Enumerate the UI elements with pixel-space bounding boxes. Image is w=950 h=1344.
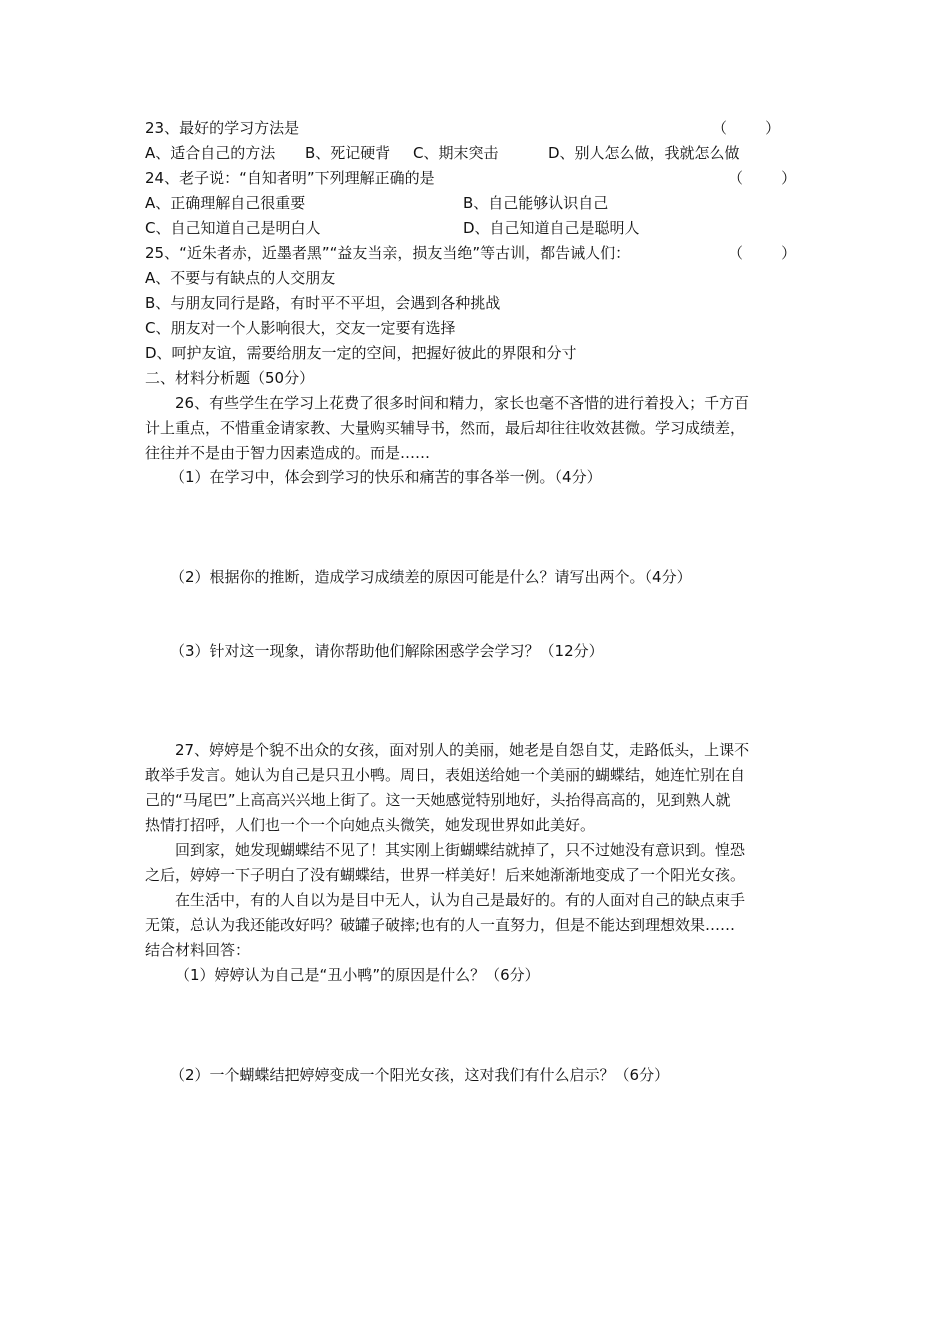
q27-subquestion-1: （1）婷婷认为自己是“丑小鸭”的原因是什么？（6分） (175, 966, 540, 984)
q26-material-line-1: 26、有些学生在学习上花费了很多时间和精力，家长也毫不吝惜的进行着投入；千方百 (175, 394, 750, 412)
q24-option-b: B、自己能够认识自己 (463, 194, 609, 212)
q24-option-c: C、自己知道自己是明白人 (145, 219, 321, 237)
q25-stem: 25、“近朱者赤，近墨者黑”“益友当亲，损友当绝”等古训，都告诫人们： (145, 244, 631, 262)
q25-option-c: C、朋友对一个人影响很大，交友一定要有选择 (145, 319, 456, 337)
q27-prompt: 结合材料回答： (145, 941, 251, 959)
q23-option-c: C、期末突击 (413, 144, 499, 162)
q25-answer-paren: （ ） (728, 244, 797, 262)
q23-option-d: D、别人怎么做，我就怎么做 (548, 144, 740, 162)
q27-material-p1-line-3: 己的“马尾巴”上高高兴兴地上街了。这一天她感觉特别地好，头抬得高高的，见到熟人就 (145, 791, 731, 809)
q26-subquestion-3: （3）针对这一现象，请你帮助他们解除困惑学会学习？（12分） (170, 642, 604, 660)
q27-material-p1-line-4: 热情打招呼，人们也一个一个向她点头微笑，她发现世界如此美好。 (145, 816, 596, 834)
q25-option-b: B、与朋友同行是路，有时平不平坦，会遇到各种挑战 (145, 294, 501, 312)
q25-option-d: D、呵护友谊，需要给朋友一定的空间，把握好彼此的界限和分寸 (145, 344, 577, 362)
q27-material-p1-line-1: 27、婷婷是个貌不出众的女孩，面对别人的美丽，她老是自怨自艾，走路低头，上课不 (175, 741, 750, 759)
q26-material-line-2: 计上重点，不惜重金请家教、大量购买辅导书，然而，最后却往往收效甚微。学习成绩差， (145, 419, 746, 437)
q27-material-p3-line-2: 无策，总认为我还能改好吗？破罐子破摔;也有的人一直努力，但是不能达到理想效果…… (145, 916, 736, 934)
q23-option-b: B、死记硬背 (305, 144, 391, 162)
q26-subquestion-1: （1）在学习中，体会到学习的快乐和痛苦的事各举一例。（4分） (170, 468, 602, 486)
q25-option-a: A、不要与有缺点的人交朋友 (145, 269, 336, 287)
q23-option-a: A、适合自己的方法 (145, 144, 276, 162)
q27-material-p2-line-1: 回到家，她发现蝴蝶结不见了！其实刚上街蝴蝶结就掉了，只不过她没有意识到。惶恐 (175, 841, 746, 859)
q24-stem: 24、老子说：“自知者明”下列理解正确的是 (145, 169, 435, 187)
q23-answer-paren: （ ） (712, 119, 781, 137)
q27-material-p2-line-2: 之后，婷婷一下子明白了没有蝴蝶结，世界一样美好！后来她渐渐地变成了一个阳光女孩。 (145, 866, 746, 884)
q27-subquestion-2: （2）一个蝴蝶结把婷婷变成一个阳光女孩，这对我们有什么启示？（6分） (170, 1066, 670, 1084)
section-2-title: 二、材料分析题（50分） (145, 369, 315, 387)
q27-material-p3-line-1: 在生活中，有的人自以为是目中无人，认为自己是最好的。有的人面对自己的缺点束手 (175, 891, 746, 909)
q23-stem: 23、最好的学习方法是 (145, 119, 300, 137)
q24-option-a: A、正确理解自己很重要 (145, 194, 306, 212)
q26-subquestion-2: （2）根据你的推断，造成学习成绩差的原因可能是什么？请写出两个。（4分） (170, 568, 692, 586)
q26-material-line-3: 往往并不是由于智力因素造成的。而是…… (145, 444, 431, 462)
q24-option-d: D、自己知道自己是聪明人 (463, 219, 640, 237)
q27-material-p1-line-2: 敢举手发言。她认为自己是只丑小鸭。周日，表姐送给她一个美丽的蝴蝶结，她连忙别在自 (145, 766, 746, 784)
q24-answer-paren: （ ） (728, 169, 797, 187)
